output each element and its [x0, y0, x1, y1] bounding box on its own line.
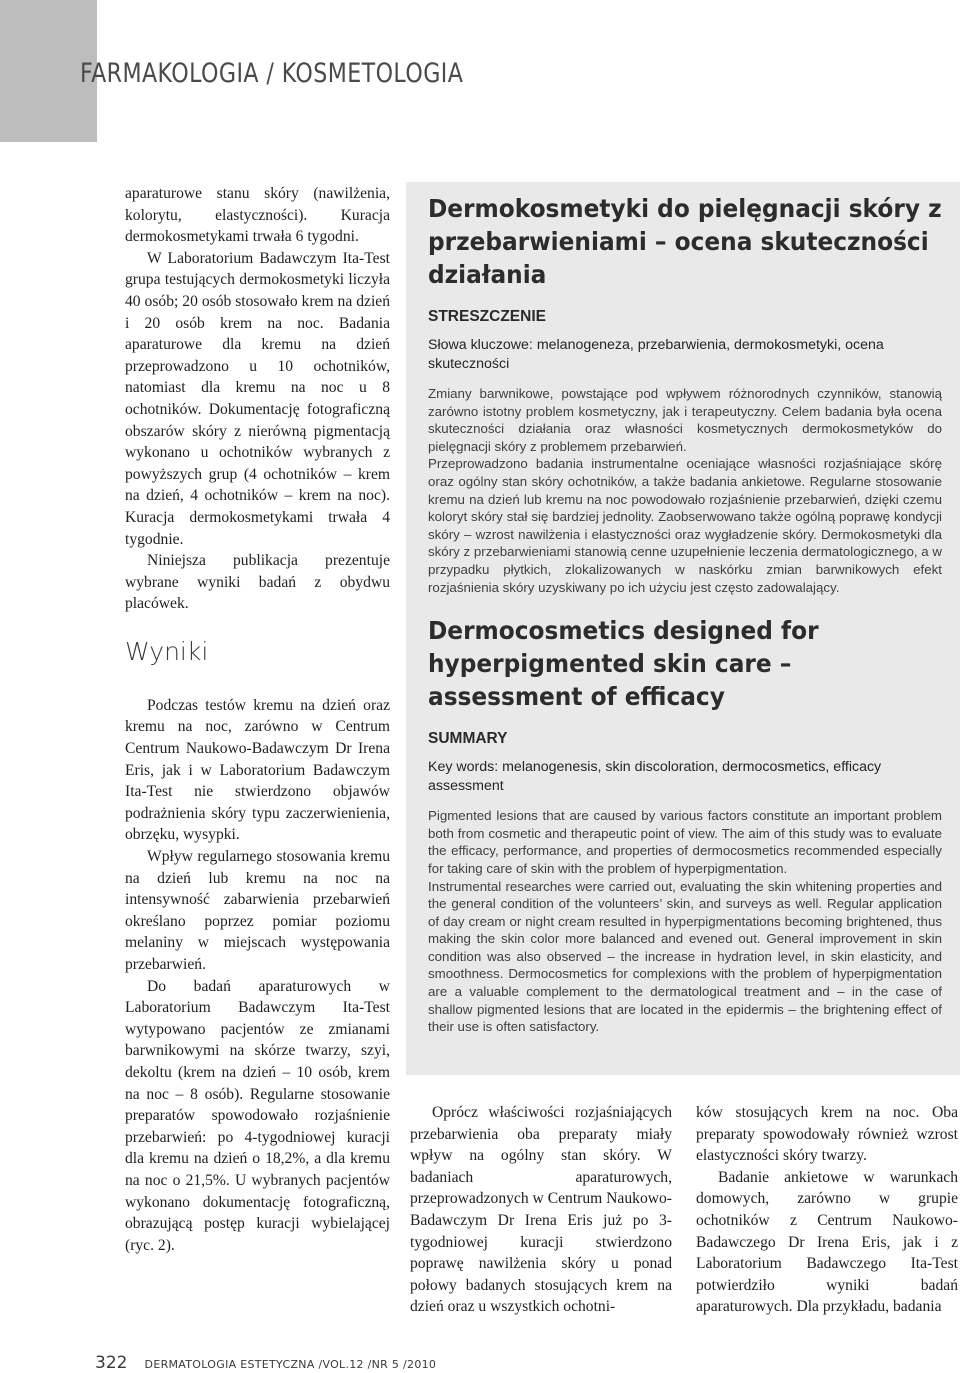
body-paragraph: Podczas testów kremu na dzień oraz kremu na noc, zarówno w Centrum Centrum Naukowo-Badawczym Dr Irena Eris, jak i w Laboratorium Badawczym Ita-Test nie stwierdzono objawów podrażnienia skóry typu zaczerwienienia, obrzęku, wysypki.: [125, 696, 390, 844]
body-paragraph: Do badań aparaturowych w Laboratorium Badawczym Ita-Test wytypowano pacjentów ze zmianami barwnikowymi na skórze twarzy, szyi, dekoltu (krem na dzień – 10 osób, krem na noc – 8 osób). Regularne stosowanie preparatów spowodowało rozjaśnienie przebarwień: po 4-tygodniowej kuracji dla kremu na dzień o 18,2%, a dla kremu na noc o 21,5%. U wybranych pacjentów wykonano dokumentację fotograficzną, obrazującą postęp kuracji wybielającej (ryc. 2).: [125, 977, 390, 1254]
results-heading: Wyniki: [125, 636, 209, 666]
page-footer: [95, 1353, 436, 1373]
abstract-text-pl: [428, 385, 942, 596]
body-paragraph: Oprócz właściwości rozjaśniających przebarwienia oba preparaty miały wpływ na ogólny stan skóry. W badaniach aparaturowych, przeprowadzonych w Centrum Naukowo-Badawczym Dr Irena Eris już po 3-tygodniowej kuracji stwierdzono poprawę nawilżenia skóry u ponad połowy badanych stosujących krem na dzień oraz u wszystkich ochotni-: [410, 1104, 672, 1316]
body-paragraph: ków stosujących krem na noc. Oba preparaty spowodowały również wzrost elastyczności skóry twarzy.: [696, 1104, 958, 1165]
body-paragraph: W Laboratorium Badawczym Ita-Test grupa testujących dermokosmetyki liczyła 40 osób; 20 osób stosowało krem na dzień i 20 osób krem na noc. Badania aparaturowe dla kremu na dzień przeprowadzono u 10 ochotników, natomiast dla kremu na noc u 8 ochotników. Dokumentację fotograficzną obszarów skóry z nierówną pigmentacją wykonano u ochotników wybranych z powyższych grup (4 ochotników – krem na dzień, 4 ochotników – krem na noc). Kuracja dermokosmetykami trwała 4 tygodnie.: [125, 249, 390, 548]
abstract-label-pl: STRESZCZENIE: [428, 308, 546, 325]
keywords-pl: Słowa kluczowe: melanogeneza, przebarwienia, dermokosmetyki, ocena skuteczności: [428, 337, 884, 372]
body-paragraph: Niniejsza publikacja prezentuje wybrane wyniki badań z obydwu placówek.: [125, 552, 390, 613]
abstract-paragraph: Zmiany barwnikowe, powstające pod wpływem różnorodnych czynników, stanowią zarówno istotny problem kosmetyczny, jak i terapeutyczny. Celem badania była ocena skuteczności działania oraz własności kosmetycznych dermokosmetyków do pielęgnacji skóry z problemem przebarwień.: [428, 386, 942, 454]
journal-citation: DERMATOLOGIA ESTETYCZNA /VOL.12 /NR 5 /2010: [144, 1358, 437, 1371]
page-header: [0, 0, 960, 142]
abstract-paragraph: Instrumental researches were carried out, evaluating the skin whitening properties and the general condition of the volunteers’ skin, and surveys as well. Regular application of day cream or night cream resulted in hyperpigmentations becoming brightened, thus making the skin color more balanced and evened out. General improvement in skin condition was also observed – the increase in hydration level, in skin elasticity, and smoothness. Dermocosmetics for complexions with the problem of hyperpigmentation are a valuable complement to the dermatological treatment and – in the case of shallow pigmented lesions that are located in the epidermis – the brightening effect of their use is often satisfactory.: [428, 878, 942, 1035]
right-text-column: [696, 1102, 958, 1318]
abstract-english: [428, 614, 942, 1036]
left-text-column: [125, 183, 390, 1256]
abstract-paragraph: Przeprowadzono badania instrumentalne oceniające własności rozjaśniające skórę oraz ogólny stan skóry ochotników, a także badania ankietowe. Regularne stosowanie kremu na dzień lub kremu na noc powodowało rozjaśnienie przebarwień, dzięki czemu koloryt skóry stał się bardziej jednolity. Zaobserwowano także ogólną poprawę kondycji skóry – wzrost nawilżenia i elastyczności oraz wygładzenie skóry. Dermokosmetyki dla skóry z przebarwieniami stanowią cenne uzupełnienie leczenia dermatologicznego, a w przypadku płytkich, zlokalizowanych w naskórku zmian barwnikowych efekt rozjaśnienia skóry uzyskiwany po ich użyciu jest często zadowalający.: [428, 456, 942, 595]
abstract-title-en: Dermocosmetics designed for hyperpigmented skin care – assessment of efficacy: [428, 616, 819, 712]
abstract-title-pl: Dermokosmetyki do pielęgnacji skóry z przebarwieniami – ocena skuteczności działania: [428, 194, 942, 289]
abstract-polish: [428, 192, 942, 596]
abstract-text-en: [428, 807, 942, 1036]
page-number: 322: [95, 1353, 128, 1373]
middle-text-column: [410, 1102, 672, 1318]
keywords-en: Key words: melanogenesis, skin discoloration, dermocosmetics, efficacy assessment: [428, 759, 882, 794]
body-paragraph: aparaturowe stanu skóry (nawilżenia, kolorytu, elastyczności). Kuracja dermokosmetykami trwała 6 tygodni.: [125, 185, 390, 246]
body-paragraph: Wpływ regularnego stosowania kremu na dzień lub kremu na noc na intensywność zabarwienia przebarwień określano poprzez pomiar poziomu melaniny w miejscach występowania przebarwień.: [125, 848, 390, 973]
section-title: FARMAKOLOGIA / KOSMETOLOGIA: [80, 58, 464, 89]
abstract-box: [406, 182, 960, 1075]
body-paragraph: Badanie ankietowe w warunkach domowych, zarówno w grupie ochotników z Centrum Naukowo-Badawczego Dr Irena Eris, jak i z Laboratorium Badawczego Ita-Test potwierdziło wyniki badań aparaturowych. Dla przykładu, badania: [696, 1168, 958, 1316]
abstract-paragraph: Pigmented lesions that are caused by various factors constitute an important problem both from cosmetic and therapeutic point of view. The aim of this study was to evaluate the efficacy, performance, and properties of dermocosmetics recommended especially for taking care of skin with the problem of hyperpigmentation.: [428, 808, 942, 876]
abstract-label-en: SUMMARY: [428, 730, 508, 748]
